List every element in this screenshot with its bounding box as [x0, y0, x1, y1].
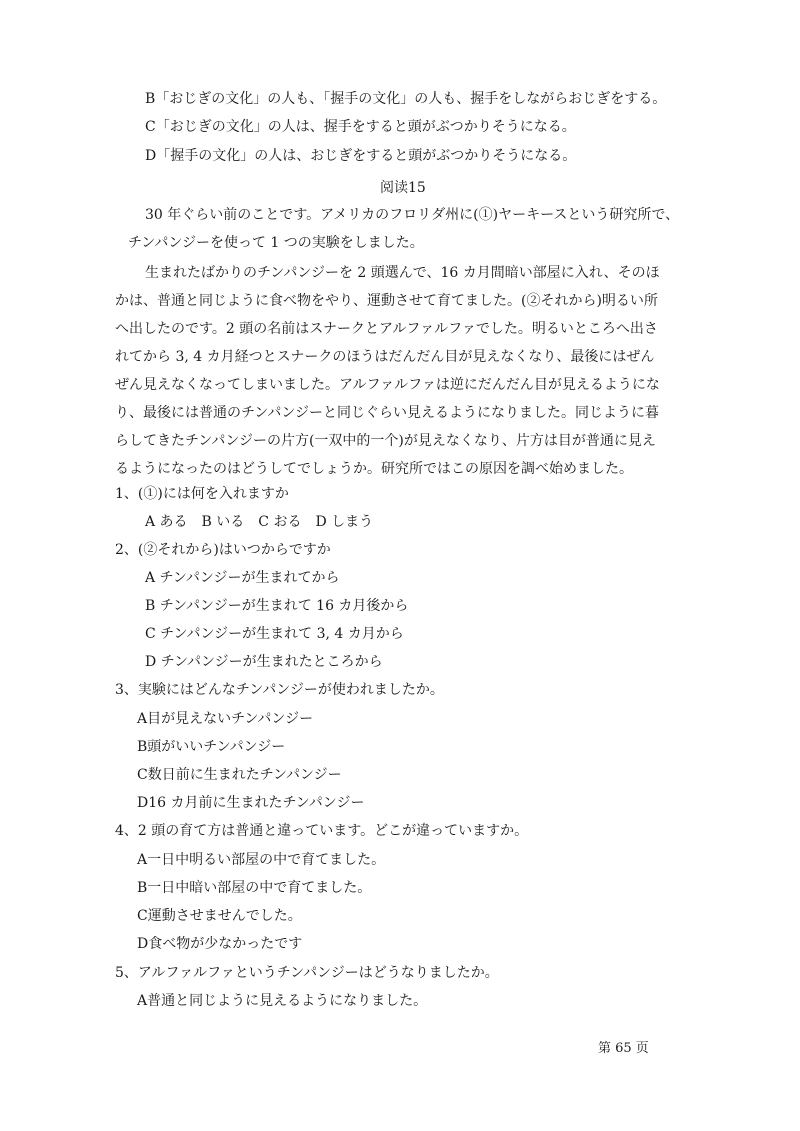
section-title: 阅读15: [380, 180, 426, 196]
question-option: B頭がいいチンパンジー: [137, 739, 286, 755]
passage-line: かは、普通と同じように食べ物をやり、運動させて育てました。(②それから)明るい所: [115, 293, 658, 309]
question-stem: 4、2 頭の育て方は普通と違っています。どこが違っていますか。: [115, 823, 529, 839]
page-number: 第 65 页: [598, 1041, 649, 1056]
question-option: B一日中暗い部屋の中で育てました。: [137, 880, 372, 896]
question-option: A普通と同じように見えるようになりました。: [137, 993, 428, 1009]
question-option: A ある B いる C おる D しまう: [145, 514, 374, 530]
passage-line: へ出したのです。2 頭の名前はスナークとアルファルファでした。明るいところへ出さ: [115, 321, 658, 337]
passage-line: 30 年ぐらい前のことです。アメリカのフロリダ州に(①)ヤーキースという研究所で、: [145, 207, 680, 223]
passage-line: チンパンジーを使って 1 つの実験をしました。: [128, 235, 424, 251]
passage-line: り、最後には普通のチンパンジーと同じぐらい見えるようになりました。同じように暮: [115, 405, 659, 421]
question-option: C数日前に生まれたチンパンジー: [137, 767, 342, 783]
question-stem: 5、アルファルファというチンパンジーはどうなりましたか。: [115, 965, 499, 981]
question-stem: 2、(②それから)はいつからですか: [115, 542, 331, 558]
passage-line: れてから 3, 4 カ月経つとスナークのほうはだんだん目が見えなくなり、最後にはぜん: [115, 349, 655, 365]
question-option: C運動させませんでした。: [137, 908, 302, 924]
passage-line: るようになったのはどうしてでしょうか。研究所ではこの原因を調べ始めました。: [115, 461, 633, 477]
passage-line: 生まれたばかりのチンパンジーを 2 頭選んで、16 カ月間暗い部屋に入れ、そのほ: [145, 265, 660, 281]
question-option: D食べ物が少なかったです: [137, 936, 303, 952]
passage-line: らしてきたチンパンジーの片方(一双中的一个)が見えなくなり、片方は目が普通に見え: [115, 433, 656, 449]
question-option: A一日中明るい部屋の中で育てました。: [137, 852, 386, 868]
previous-option-c: C「おじぎの文化」の人は、握手をすると頭がぶつかりそうになる。: [145, 119, 576, 135]
question-option: B チンパンジーが生まれて 16 カ月後から: [145, 598, 409, 614]
question-option: A チンパンジーが生まれてから: [145, 570, 340, 586]
question-option: A目が見えないチンパンジー: [137, 711, 314, 727]
question-option: C チンパンジーが生まれて 3, 4 カ月から: [145, 626, 404, 642]
previous-option-b: B「おじぎの文化」の人も、「握手の文化」の人も、握手をしながらおじぎをする。: [145, 91, 667, 107]
question-option: D チンパンジーが生まれたところから: [145, 654, 383, 670]
question-stem: 3、実験にはどんなチンパンジーが使われましたか。: [115, 682, 444, 698]
passage-line: ぜん見えなくなってしまいました。アルファルファは逆にだんだん目が見えるようにな: [115, 377, 660, 393]
question-option: D16 カ月前に生まれたチンパンジー: [137, 795, 365, 811]
question-stem: 1、(①)には何を入れますか: [115, 486, 289, 502]
previous-option-d: D「握手の文化」の人は、おじぎをすると頭がぶつかりそうになる。: [145, 148, 577, 164]
